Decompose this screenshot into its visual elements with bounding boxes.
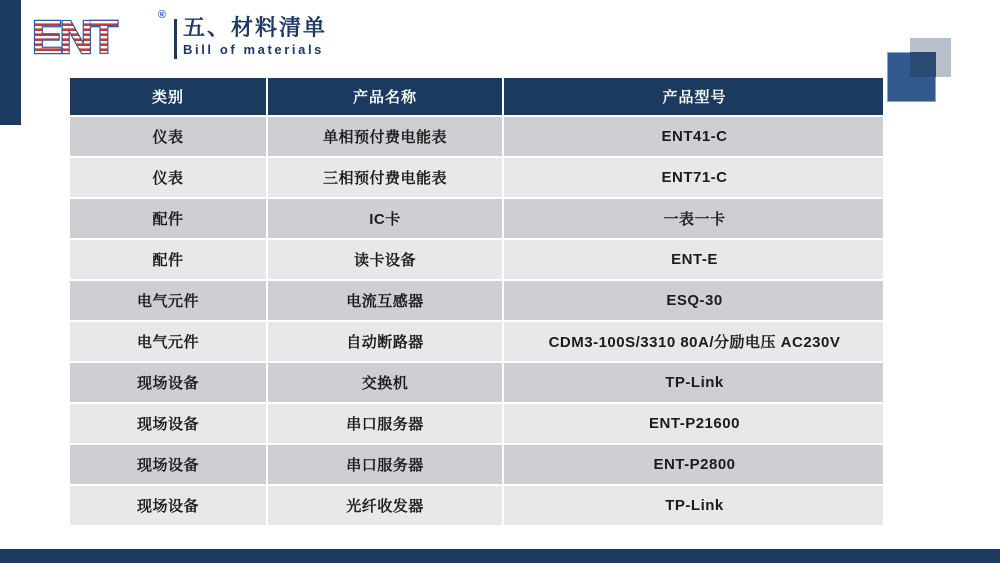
table-cell: 现场设备 xyxy=(70,445,266,484)
table-cell: ENT71-C xyxy=(504,158,883,197)
table-row xyxy=(70,486,883,525)
title-divider xyxy=(174,19,177,59)
left-accent-bar xyxy=(0,0,21,125)
table-row xyxy=(70,117,883,156)
table-cell: 现场设备 xyxy=(70,486,266,525)
table-cell: 电流互感器 xyxy=(268,281,502,320)
table-cell: 串口服务器 xyxy=(268,445,502,484)
table-cell: 配件 xyxy=(70,240,266,279)
table-cell: 仪表 xyxy=(70,117,266,156)
table-cell: CDM3-100S/3310 80A/分励电压 AC230V xyxy=(504,322,883,361)
table-cell: ENT-E xyxy=(504,240,883,279)
table-cell: 单相预付费电能表 xyxy=(268,117,502,156)
table-row xyxy=(70,404,883,443)
table-cell: 现场设备 xyxy=(70,363,266,402)
table-row xyxy=(70,199,883,238)
table-cell: 串口服务器 xyxy=(268,404,502,443)
ent-logo-icon xyxy=(30,11,160,59)
table-cell: ENT-P2800 xyxy=(504,445,883,484)
table-row xyxy=(70,158,883,197)
title-block xyxy=(183,11,327,57)
table-cell: TP-Link xyxy=(504,363,883,402)
svg-text:ENT: ENT xyxy=(32,11,115,59)
table-cell: 读卡设备 xyxy=(268,240,502,279)
decor-square-overlap xyxy=(910,52,936,77)
table-cell: 交换机 xyxy=(268,363,502,402)
table-cell: 现场设备 xyxy=(70,404,266,443)
table-cell: 三相预付费电能表 xyxy=(268,158,502,197)
table-column-header: 类别 xyxy=(70,78,266,115)
table-cell: ESQ-30 xyxy=(504,281,883,320)
table-cell: 电气元件 xyxy=(70,281,266,320)
table-cell: 自动断路器 xyxy=(268,322,502,361)
table-row xyxy=(70,240,883,279)
page-subtitle: Bill of materials xyxy=(183,42,325,58)
table-cell: ENT-P21600 xyxy=(504,404,883,443)
table-header-row xyxy=(70,78,883,115)
page-title: 五、材料清单 xyxy=(183,15,328,40)
table-cell: IC卡 xyxy=(268,199,502,238)
table-cell: 电气元件 xyxy=(70,322,266,361)
table-column-header: 产品型号 xyxy=(504,78,883,115)
slide-header xyxy=(30,11,327,59)
table-cell: TP-Link xyxy=(504,486,883,525)
company-logo xyxy=(30,9,166,59)
table-cell: ENT41-C xyxy=(504,117,883,156)
table-row xyxy=(70,363,883,402)
table-row xyxy=(70,445,883,484)
table-cell: 光纤收发器 xyxy=(268,486,502,525)
table-cell: 一表一卡 xyxy=(504,199,883,238)
table-row xyxy=(70,322,883,361)
registered-trademark-mark: ® xyxy=(157,9,166,21)
bottom-accent-bar xyxy=(0,549,1000,563)
bill-of-materials-table xyxy=(70,78,883,526)
table-cell: 仪表 xyxy=(70,158,266,197)
table-cell: 配件 xyxy=(70,199,266,238)
table-column-header: 产品名称 xyxy=(268,78,502,115)
table-row xyxy=(70,281,883,320)
